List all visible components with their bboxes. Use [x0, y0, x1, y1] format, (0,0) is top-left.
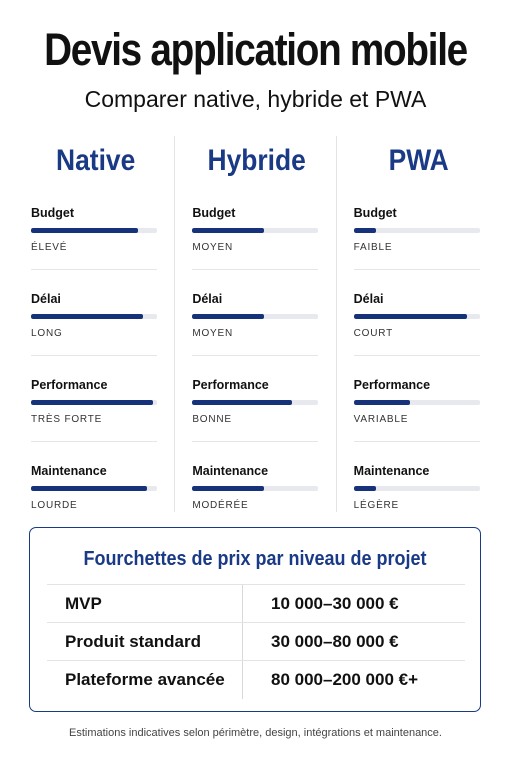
price-level: MVP [47, 585, 243, 622]
table-row [47, 623, 465, 661]
column-hybride [174, 136, 335, 512]
footnote: Estimations indicatives selon périmètre, design, intégrations et maintenance. [69, 727, 442, 739]
price-range: 10 000–30 000 € [271, 593, 399, 613]
metric-maintenance [31, 442, 160, 528]
metric-value: TRÈS FORTE [31, 414, 103, 425]
metric-value: LOURDE [31, 500, 78, 511]
level-bar [192, 228, 318, 233]
pricing-title: Fourchettes de prix par niveau de projet [83, 548, 427, 570]
metric-value: MODÉRÉE [192, 500, 249, 511]
level-bar-fill [31, 228, 138, 233]
comparison-columns [14, 136, 497, 512]
column-native [14, 136, 174, 512]
price-range: 30 000–80 000 € [271, 631, 399, 651]
level-bar-fill [354, 228, 377, 233]
level-bar-fill [354, 486, 377, 491]
column-pwa [336, 136, 497, 512]
price-range: 80 000–200 000 €+ [271, 670, 419, 689]
table-row [47, 585, 465, 623]
metric-delai [31, 270, 160, 356]
metric-performance [354, 356, 483, 442]
metric-label: Délai [31, 292, 61, 306]
level-bar [354, 400, 480, 405]
metric-value: BONNE [192, 414, 232, 425]
level-bar-fill [354, 400, 411, 405]
page-subtitle: Comparer native, hybride et PWA [84, 86, 427, 112]
page-title: Devis application mobile [44, 24, 467, 75]
metric-value: LONG [31, 328, 63, 339]
metric-delai [354, 270, 483, 356]
metric-maintenance [354, 442, 483, 528]
metric-value: FAIBLE [353, 242, 393, 253]
metric-value: VARIABLE [353, 414, 409, 425]
metric-value: MOYEN [192, 328, 233, 339]
metric-label: Performance [353, 378, 431, 392]
metric-label: Performance [31, 378, 108, 392]
level-bar-fill [192, 228, 264, 233]
metric-performance [192, 356, 321, 442]
metric-label: Budget [31, 206, 75, 220]
level-bar-fill [31, 486, 147, 491]
level-bar [31, 486, 157, 491]
metric-label: Maintenance [353, 464, 430, 478]
metric-label: Budget [353, 206, 397, 220]
metric-label: Performance [192, 378, 269, 392]
metric-delai [192, 270, 321, 356]
pricing-table [47, 584, 465, 699]
price-level: Plateforme avancée [47, 661, 243, 699]
metric-label: Délai [353, 292, 384, 306]
metric-budget [354, 184, 483, 270]
metric-budget [192, 184, 321, 270]
level-bar [354, 314, 480, 319]
metric-maintenance [192, 442, 321, 528]
column-title: PWA [388, 144, 449, 177]
metric-performance [31, 356, 160, 442]
level-bar [354, 228, 480, 233]
level-bar-fill [354, 314, 467, 319]
metric-label: Budget [192, 206, 236, 220]
level-bar-fill [192, 486, 264, 491]
metric-value: ÉLEVÉ [31, 242, 68, 253]
metric-value: COURT [353, 328, 394, 339]
metric-value: LÉGÈRE [353, 500, 400, 511]
pricing-panel [29, 527, 481, 712]
level-bar [192, 400, 318, 405]
level-bar-fill [31, 400, 153, 405]
level-bar [192, 314, 318, 319]
metric-label: Maintenance [31, 464, 107, 478]
level-bar-fill [31, 314, 143, 319]
metric-value: MOYEN [192, 242, 233, 253]
price-level: Produit standard [47, 623, 243, 660]
metric-label: Maintenance [192, 464, 269, 478]
level-bar [31, 314, 157, 319]
metric-budget [31, 184, 160, 270]
column-title: Hybride [207, 144, 307, 177]
column-title: Native [56, 144, 136, 177]
level-bar [354, 486, 480, 491]
level-bar [31, 228, 157, 233]
table-row [47, 661, 465, 699]
metric-label: Délai [192, 292, 223, 306]
level-bar-fill [192, 314, 264, 319]
level-bar-fill [192, 400, 292, 405]
level-bar [192, 486, 318, 491]
level-bar [31, 400, 157, 405]
